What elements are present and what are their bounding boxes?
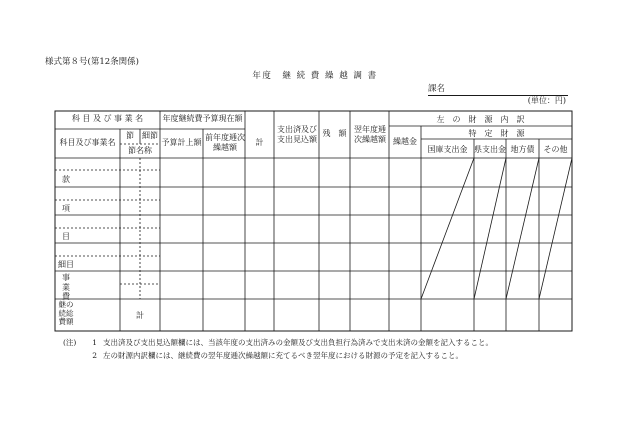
header-breakdown: 左 の 財 源 内 訳: [436, 115, 525, 124]
department-label: 課名: [428, 84, 446, 94]
note-2-text: 左の財源内訳欄には、継続費の翌年度逓次繰越額に充てるべき翌年度における財源の予定を記入すること。: [103, 351, 463, 360]
header-budget-group: 年度継続費予算現在額: [162, 114, 243, 123]
header-setsu-name: 節名称: [128, 146, 152, 155]
note-1-text: 支出済及び支出見込額欄には、当該年度の支出済みの金額及び支出負担行為済みで支出未済の金額を記入すること。: [103, 338, 493, 347]
header-balance: 残 額: [322, 129, 347, 138]
header-national: 国庫支出金: [427, 145, 468, 154]
row-label-jigyouhi: 事業費: [62, 273, 70, 302]
header-budget: 予算計上額: [161, 138, 202, 147]
row-label-saimoku: 細目: [58, 260, 74, 269]
header-next-carry: 翌年度逓次繰越額: [354, 125, 386, 144]
row-label-kan: 款: [62, 175, 70, 184]
note-2-number: 2: [92, 351, 97, 360]
row-label-moku: 目: [62, 232, 70, 241]
header-saisetsu: 細節: [142, 131, 158, 140]
header-carry-fund: 繰越金: [393, 137, 417, 146]
notes-prefix: (注): [63, 338, 77, 347]
header-prev-carry: 前年度逓次繰越額: [205, 133, 245, 152]
note-2: [63, 352, 463, 360]
header-local-bond: 地方債: [510, 145, 535, 154]
document-title: 年度 継 続 費 繰 越 調 書: [252, 71, 378, 81]
unit-label: (単位：円): [527, 96, 566, 105]
row-label-kou: 項: [62, 204, 70, 213]
header-item-group: 科 目 及 び 事 業 名: [71, 114, 144, 123]
header-prefectural: 県支出金: [474, 145, 506, 154]
header-paid: 支出済及び支出見込額: [277, 125, 317, 144]
header-other: その他: [543, 145, 568, 154]
total-label: 計: [136, 311, 144, 320]
header-specific: 特 定 財 源: [468, 129, 525, 138]
row-label-keizoku-sougaku: 継の続総費額: [58, 300, 74, 327]
header-item-name: 科目及び事業名: [59, 138, 116, 147]
header-total: 計: [255, 138, 264, 147]
note-1-number: 1: [92, 338, 97, 347]
form-number-label: 様式第８号(第12条関係): [45, 57, 139, 67]
note-1: [63, 339, 493, 347]
header-setsu: 節: [126, 131, 134, 140]
